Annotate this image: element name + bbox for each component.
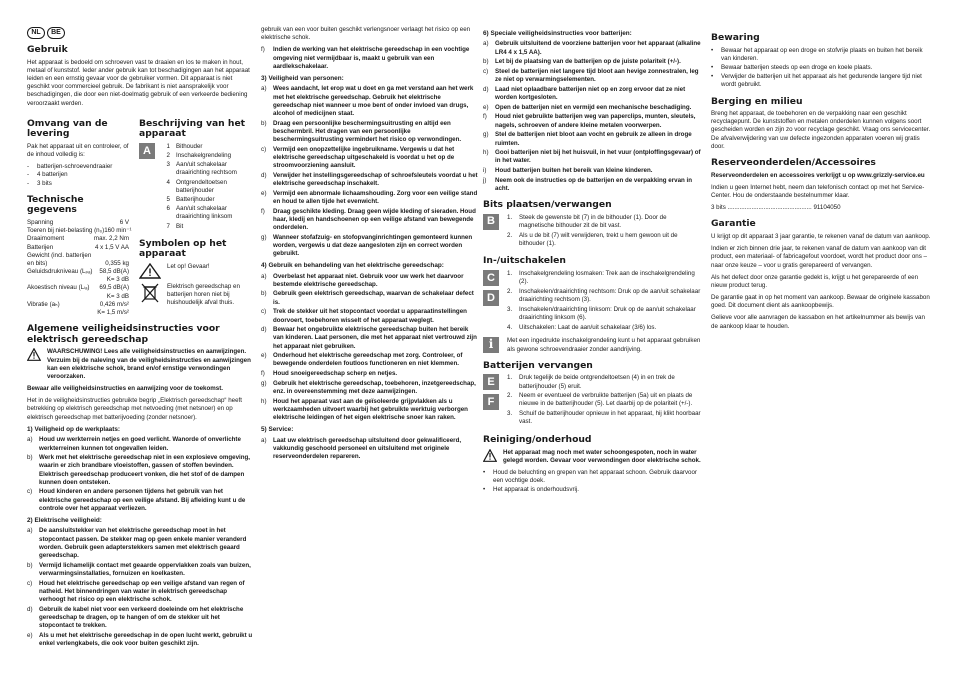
list-key: b) bbox=[27, 454, 33, 462]
heading-symbolen: Symbolen op het apparaat bbox=[139, 237, 227, 260]
column-4 bbox=[711, 26, 933, 335]
list-key: 4. bbox=[507, 323, 513, 331]
column-2 bbox=[261, 26, 478, 463]
list-key: 2. bbox=[507, 392, 513, 400]
spec-value: 69,5 dB(A) bbox=[99, 284, 129, 292]
crossed-bin-icon bbox=[139, 283, 161, 303]
symbol-warning-row bbox=[139, 263, 255, 279]
spec-list bbox=[27, 218, 132, 317]
spec-label: Vibratie (aₕ) bbox=[27, 300, 60, 308]
list-item bbox=[261, 85, 478, 118]
heading-algemene-veiligheid: Algemene veiligheidsinstructies voor elektrisch gereedschap bbox=[27, 323, 220, 345]
list-item bbox=[261, 172, 478, 188]
component-block bbox=[139, 143, 255, 232]
list-item bbox=[483, 86, 701, 102]
list-key: d) bbox=[483, 85, 489, 93]
spec-row bbox=[27, 227, 132, 235]
omvang-item: - 3 bits bbox=[27, 179, 52, 187]
list-item: • Het apparaat is onderhoudsvrij. bbox=[483, 486, 579, 494]
component-label: Batterijhouder bbox=[176, 195, 215, 203]
continuation-text: gebruik van een voor buiten geschikt verlengsnoer verlaagt het risico op een elektrische schok. bbox=[261, 26, 471, 42]
component-item bbox=[163, 143, 255, 151]
list-item bbox=[483, 113, 701, 129]
gebruik-text: Het apparaat is bedoeld om schroeven vast te draaien en los te maken in hout, metaal of kunststof. Ieder ander gebruik kan tot beschadigingen aan het apparaat leiden en een ernstig gevaar voor de gebruiker vormen. Dit apparaat is niet geschikt voor commercieel gebruik. De fabrikant is niet aansprakelijk voor beschadigingen, die door een niet-doelmatig gebruik of een verkeerde bediening veroorzaakt werden. bbox=[27, 58, 250, 107]
figure-d-box: D bbox=[483, 290, 499, 306]
list-item: • Bewaar het apparaat op een droge en stofvrije plaats en buiten het bereik van kinderen. bbox=[711, 46, 923, 62]
list-key: 3. bbox=[507, 305, 513, 313]
list-key: b) bbox=[27, 561, 33, 569]
symbol-bin-text: Elektrisch gereedschap en batterijen horen niet bij huishoudelijk afval thuis. bbox=[167, 282, 240, 307]
spec-label: Geluidsdrukniveau (Lₚₐ) bbox=[27, 268, 93, 276]
list-item bbox=[261, 326, 478, 351]
list-text: Gebruik uitsluitend de voorziene batterijen voor het apparaat (alkaline LR4 4 x 1,5 AA). bbox=[495, 40, 701, 56]
component-number: 6 bbox=[166, 205, 170, 213]
component-number: 3 bbox=[166, 161, 170, 169]
section-6-list bbox=[483, 40, 701, 193]
heading-gebruik: Gebruik bbox=[27, 44, 68, 55]
list-text: Bewaar het ongebruikte elektrische gereedschap buiten het bereik van kinderen. Laat personen, die met het apparaat niet vertrouwd zijn het apparaat niet gebruiken. bbox=[273, 326, 477, 350]
component-item bbox=[163, 223, 255, 231]
list-text: Draag geschikte kleding. Draag geen wijde kleding of sieraden. Houd haar, kledij en handschoenen op een veilige afstand van bewegende onderdelen. bbox=[273, 207, 476, 231]
list-key: b) bbox=[483, 58, 489, 66]
list-item bbox=[261, 120, 478, 145]
heading-reiniging: Reiniging/onderhoud bbox=[483, 433, 592, 445]
garantie-text: Als het defect door onze garantie gedekt is, krijgt u het gerepareerde of een nieuw product terug. bbox=[711, 273, 919, 289]
list-item bbox=[261, 308, 478, 324]
list-item bbox=[507, 374, 701, 390]
batt-list bbox=[507, 374, 701, 428]
spec-row bbox=[27, 260, 129, 268]
list-text: Steel de batterijen niet langere tijd bloot aan hevige zonnestralen, leg ze niet op verwarmingselementen. bbox=[495, 68, 699, 84]
list-item bbox=[27, 580, 255, 605]
list-item bbox=[261, 234, 478, 259]
heading-bewaring: Bewaring bbox=[711, 32, 760, 43]
list-text: Schuif de batterijhouder opnieuw in het apparaat, hij klikt hoorbaar vast. bbox=[519, 410, 701, 426]
garantie-text: De garantie gaat in op het moment van aankoop. Bewaar de originele kassabon goed. Dit document dient als aankoopbewijs. bbox=[711, 294, 930, 310]
list-text: Stel de batterijen niet bloot aan vocht en gebruik ze alleen in droge ruimten. bbox=[495, 131, 692, 147]
list-text: Als u met het elektrische gereedschap in de open lucht werkt, gebruikt u enkel verlengkabels, die ook voor buiten geschikt zijn. bbox=[39, 631, 253, 647]
info-text: Met een ingedrukte inschakelgrendeling kunt u het apparaat gebruiken als gewone schroevendraaier zonder aandrijving. bbox=[507, 337, 701, 353]
section-3-list bbox=[261, 85, 478, 258]
spec-label: Gewicht (incl. batterijen bbox=[27, 251, 92, 259]
spec-value: 58,5 dB(A) bbox=[99, 268, 129, 276]
list-text: Vermijd een onopzettelijke ingebruikname. Vergewis u dat het elektrische gereedschap uitgeschakeld is voordat u het op de stroomvoorziening aansluit. bbox=[273, 145, 455, 170]
list-key: d) bbox=[261, 326, 267, 334]
list-key: b) bbox=[261, 290, 267, 298]
list-key: c) bbox=[483, 68, 489, 76]
heading-reserve: Reserveonderdelen/Accessoires bbox=[711, 157, 876, 169]
list-item bbox=[27, 632, 255, 648]
list-key: a) bbox=[483, 40, 489, 48]
list-key: c) bbox=[261, 308, 267, 316]
figure-e-box: E bbox=[483, 374, 499, 390]
bits-list bbox=[507, 214, 701, 250]
figure-a-box: A bbox=[139, 143, 155, 159]
section-3-title: 3) Veiligheid van personen: bbox=[261, 74, 344, 82]
heading-omvang: Omvang van de levering bbox=[27, 117, 108, 140]
figure-f-box: F bbox=[483, 394, 499, 410]
rein-warning bbox=[483, 449, 701, 465]
heading-batterijen: Batterijen vervangen bbox=[483, 359, 593, 371]
sub-column-right bbox=[139, 112, 255, 318]
list-item: • Verwijder de batterijen uit het apparaat als het gedurende langere tijd niet wordt gebruikt. bbox=[711, 73, 922, 89]
list-text: Als u de bit (7) wilt verwijderen, trekt u hem gewoon uit de bithouder (1). bbox=[519, 231, 678, 247]
list-key: 3. bbox=[507, 410, 513, 418]
section-4-list bbox=[261, 273, 478, 423]
info-icon: i bbox=[483, 337, 499, 353]
omvang-item: - 4 batterijen bbox=[27, 171, 68, 179]
list-key: f) bbox=[261, 370, 265, 378]
reserve-line: 3 bits ................................................. 91104050 bbox=[711, 204, 841, 212]
list-text: Werk met het elektrische gereedschap niet in een explosieve omgeving, waarin er zich brandbare vloeistoffen, gassen of stoffen bevinden. Elektrisch gereedschap produceert vonken, die het stof of de dampen kunnen doen ontsteken. bbox=[39, 454, 251, 486]
list-item bbox=[507, 214, 701, 230]
warning-triangle-icon bbox=[27, 348, 41, 361]
list-item bbox=[27, 488, 255, 513]
heading-garantie: Garantie bbox=[711, 218, 756, 230]
bewaar-text: Bewaar alle veiligheidsinstructies en aanwijzing voor de toekomst. bbox=[27, 385, 223, 393]
list-text: Vermijd lichamelijk contact met geaarde oppervlakken zoals van buizen, verwarmingsinstallaties, fornuizen en koelkasten. bbox=[39, 561, 251, 577]
list-item: • Houd de beluchting en grepen van het apparaat schoon. Gebruik daarvoor een vochtige doek. bbox=[483, 468, 697, 485]
spec-value: K= 3 dB bbox=[106, 292, 129, 300]
list-text: Wanneer stofafzuig- en stofopvanginrichtingen gemonteerd kunnen worden, vergewis u dat deze aangesloten zijn en correct worden gebruikt. bbox=[273, 233, 473, 257]
list-item bbox=[483, 68, 701, 84]
spec-row bbox=[27, 268, 129, 276]
list-text: Let bij de plaatsing van de batterijen op de juiste polariteit (+/-). bbox=[495, 58, 681, 66]
list-text: Houd het elektrische gereedschap op een veilige afstand van regen of natheid. Het binnendringen van water in elektrisch gereedschap verhoogt het risico op een elektrische schok. bbox=[39, 579, 245, 603]
list-key: h) bbox=[483, 149, 489, 157]
list-key: c) bbox=[27, 488, 33, 496]
list-item bbox=[261, 370, 478, 378]
list-key: a) bbox=[261, 436, 267, 444]
component-label: Inschakelgrendeling bbox=[176, 152, 232, 160]
list-item bbox=[507, 410, 701, 426]
spec-row bbox=[27, 301, 129, 309]
heading-berging: Berging en milieu bbox=[711, 95, 803, 107]
list-item: f) Indien de werking van het elektrische gereedschap in een vochtige omgeving niet vermijdbaar is, maakt u gebruik van een aardlekschakelaar. bbox=[261, 46, 470, 70]
warning-triangle-icon bbox=[483, 449, 497, 462]
warning-text: WAARSCHUWING! Lees alle veiligheidsinstructies en aanwijzingen. Verzuim bij de naleving van de veiligheidsinstructies en aanwijzingen kan een elektrische schok, brand en/of ernstige verwondingen veroorzaken. bbox=[47, 348, 251, 380]
list-key: 1. bbox=[507, 270, 513, 278]
garantie-text: U krijgt op dit apparaat 3 jaar garantie, te rekenen vanaf de datum van aankoop. bbox=[711, 232, 931, 240]
list-text: Houd uw werkterrein netjes en goed verlicht. Wanorde of onverlichte werkterreinen kunnen tot ongevallen leiden. bbox=[39, 436, 241, 452]
list-key: d) bbox=[261, 171, 267, 179]
spec-label: Akoestisch niveau (Lₗₐ) bbox=[27, 284, 90, 292]
list-text: Gebruik de kabel niet voor een verkeerd doeleinde om het elektrische gereedschap te dragen, op te hangen of om de stekker uit het stopcontact te trekken. bbox=[39, 605, 244, 630]
batt-block bbox=[483, 374, 701, 428]
spec-value: max. 2,2 Nm bbox=[93, 235, 129, 243]
rein-warning-text: Het apparaat mag noch met water schoongespoten, noch in water gelegd worden. Gevaar voor verwondingen door elektrische schok. bbox=[503, 448, 701, 464]
list-text: Neem er eventueel de verbruikte batterijen (5a) uit en plaats de nieuwe in de batterijhouder (5). Let daarbij op de polariteit (+/-). bbox=[519, 392, 693, 408]
list-key: 1. bbox=[507, 374, 513, 382]
list-item bbox=[261, 290, 478, 306]
list-text: Wees aandacht, let erop wat u doet en ga met verstand aan het werk met het elektrische gereedschap. Gebruik het elektrische gereedschap niet wanneer u moe bent of onder invloed van drugs, alcohol of medicijnen staat. bbox=[273, 85, 474, 117]
component-item bbox=[163, 179, 255, 195]
spec-value: 6 V bbox=[119, 218, 129, 226]
reserve-text: Indien u geen Internet hebt, neem dan telefonisch contact op met het Service-Center. Hou de onderstaande bestelnummer klaar. bbox=[711, 183, 925, 199]
list-item bbox=[27, 436, 255, 452]
component-label: Aan/uit schakelaar draairichting linksom bbox=[176, 205, 233, 221]
list-text: Inschakelen/draairichting linksom: Druk op de aan/uit schakelaar draairichting linksom (6). bbox=[519, 305, 696, 321]
list-key: d) bbox=[27, 605, 33, 613]
two-sub-columns bbox=[27, 112, 255, 318]
list-key: a) bbox=[261, 85, 267, 93]
spec-row bbox=[27, 252, 129, 260]
list-text: Steek de gewenste bit (7) in de bithouder (1). Door de magnetische bithouder zit de bit vast. bbox=[519, 213, 667, 229]
spec-row bbox=[27, 309, 129, 317]
list-key: e) bbox=[261, 352, 267, 360]
list-text: Druk tegelijk de beide ontgrendeltoetsen (4) in en trek de batterijhouder (5) eruit. bbox=[519, 374, 675, 390]
list-item bbox=[507, 392, 701, 408]
list-item bbox=[507, 270, 701, 286]
list-key: f) bbox=[483, 113, 487, 121]
list-text: Houd kinderen en andere personen tijdens het gebruik van het elektrische gereedschap op een veilige afstand. Bij afleiding kunt u de controle over het apparaat verliezen. bbox=[39, 488, 246, 512]
spec-row bbox=[27, 244, 129, 252]
list-item bbox=[483, 131, 701, 147]
list-key: g) bbox=[483, 131, 489, 139]
spec-label: Draaimoment bbox=[27, 235, 65, 243]
spec-value: 0,426 m/s² bbox=[99, 300, 129, 308]
list-item bbox=[261, 146, 478, 171]
badge-be: BE bbox=[47, 27, 65, 39]
figure-b-box: B bbox=[483, 214, 499, 230]
section-6-title: 6) Speciale veiligheidsinstructies voor batterijen: bbox=[483, 30, 632, 37]
list-item bbox=[507, 306, 701, 322]
list-key: h) bbox=[261, 397, 267, 405]
component-item bbox=[163, 196, 255, 204]
list-text: Inschakelen/draairichting rechtsom: Druk op de aan/uit schakelaar draairichting rechtsom (3). bbox=[519, 287, 701, 304]
component-number: 4 bbox=[166, 178, 170, 186]
list-item bbox=[483, 40, 701, 56]
list-text: Uitschakelen: Laat de aan/uit schakelaar (3/6) los. bbox=[519, 323, 657, 331]
component-label: Ontgrendeltoetsen batterijhouder bbox=[176, 178, 227, 194]
list-text: De aansluitstekker van het elektrische gereedschap moet in het stopcontact passen. De stekker mag op geen enkele manier veranderd worden. Gebruik geen adapterstekkers samen met elektrisch geaard gereedschap. bbox=[39, 527, 247, 560]
sub-column-left bbox=[27, 112, 132, 318]
reserve-bold: Reserveonderdelen en accessoires verkrijgt u op www.grizzly-service.eu bbox=[711, 171, 925, 179]
list-item bbox=[261, 273, 478, 289]
section-4-title: 4) Gebruik en behandeling van het elektrische gereedschap: bbox=[261, 262, 444, 270]
list-item bbox=[27, 527, 255, 560]
spec-value: K= 3 dB bbox=[106, 276, 129, 284]
column-3 bbox=[483, 26, 701, 495]
component-label: Aan/uit schakelaar draairichting rechtsom bbox=[176, 161, 237, 177]
list-item bbox=[483, 167, 701, 175]
garantie-text: Gelieve voor alle aanvragen de kassabon en het artikelnummer als bewijs van de aankoop klaar te houden. bbox=[711, 314, 925, 330]
section-2-title: 2) Elektrische veiligheid: bbox=[27, 517, 102, 524]
list-text: Gooi batterijen niet bij het huisvuil, in het vuur (ontploffingsgevaar) of in het water. bbox=[495, 149, 701, 165]
list-text: Open de batterijen niet en vermijd een mechanische beschadiging. bbox=[495, 103, 692, 111]
component-item bbox=[163, 152, 255, 160]
list-key: g) bbox=[261, 379, 267, 387]
list-text: Onderhoud het elektrische gereedschap met zorg. Controleer, of bewegende onderdelen foutloos functioneren en niet klemmen. bbox=[273, 352, 463, 368]
list-item bbox=[27, 606, 255, 631]
list-key: e) bbox=[483, 103, 489, 111]
list-text: Houd het apparaat vast aan de geïsoleerde grijpvlakken als u werkzaamheden uitvoert waarbij het gebruikte werktuig verborgen elektrische leidingen of het eigen elektrische snoer kan raken. bbox=[273, 397, 468, 422]
list-text: Inschakelgrendeling losmaken: Trek aan de inschakelgrendeling (2). bbox=[519, 270, 695, 286]
list-text: Laat uw elektrisch gereedschap uitsluitend door gekwalificeerd, vakkundig geschoold personeel en uitsluitend met originele reserveonderdelen repareren. bbox=[273, 436, 462, 461]
section-5-title: 5) Service: bbox=[261, 426, 294, 434]
list-key: i) bbox=[483, 167, 487, 175]
spec-label: Toeren bij niet-belasting (n₀) bbox=[27, 227, 105, 235]
omvang-intro: Pak het apparaat uit en controleer, of de inhoud volledig is: bbox=[27, 142, 129, 159]
list-item bbox=[261, 352, 478, 368]
list-key: g) bbox=[261, 233, 267, 241]
symbol-warning-text: Let op! Gevaar! bbox=[167, 262, 210, 270]
list-key: c) bbox=[261, 145, 267, 153]
component-number: 1 bbox=[166, 142, 170, 150]
list-text: Vermijd een abnormale lichaamshouding. Zorg voor een veilige stand en houd te allen tijde het evenwicht. bbox=[273, 189, 478, 205]
component-number: 2 bbox=[166, 152, 170, 160]
list-item bbox=[483, 58, 701, 66]
list-text: Trek de stekker uit het stopcontact voordat u apparaatinstellingen doorvoert, toebehoren wisselt of het apparaat weglegt. bbox=[273, 308, 467, 324]
list-item bbox=[261, 190, 478, 206]
list-item bbox=[507, 288, 701, 304]
spec-value: 4 x 1,5 V AA bbox=[94, 243, 129, 251]
figure-c-box: C bbox=[483, 270, 499, 286]
list-item bbox=[261, 398, 478, 423]
heading-technische-gegevens: Technische gegevens bbox=[27, 193, 84, 216]
list-text: Gebruik het elektrische gereedschap, toebehoren, inzetgereedschap, enz. in overeenstemming met deze aanwijzingen. bbox=[273, 379, 476, 396]
list-key: a) bbox=[27, 527, 33, 535]
intro-text: Het in de veiligheidsinstructies gebruikte begrip „Elektrisch gereedschap“ heeft betrekking op elektrisch gereedschap met netvoeding (met netsnoer) en op elektrisch gereedschap met batterijvoeding (zonder netsnoer). bbox=[27, 397, 242, 421]
spec-row bbox=[27, 235, 129, 243]
component-list bbox=[163, 143, 255, 232]
list-item bbox=[27, 454, 255, 487]
list-text: Houd niet gebruikte batterijen weg van paperclips, munten, sleutels, nagels, schroeven of andere kleine metalen voorwerpen. bbox=[495, 113, 696, 129]
list-key: 2. bbox=[507, 287, 513, 295]
list-text: Houd batterijen buiten het bereik van kleine kinderen. bbox=[495, 167, 653, 175]
info-block bbox=[483, 337, 701, 353]
heading-beschrijving: Beschrijving van het apparaat bbox=[139, 117, 246, 140]
general-warning bbox=[27, 348, 255, 381]
list-key: 2. bbox=[507, 231, 513, 239]
component-label: Bithouder bbox=[176, 142, 203, 150]
list-text: Verwijder het instellingsgereedschap of schroefsleutels voordat u het elektrische gereedschap inschakelt. bbox=[273, 171, 478, 187]
heading-bits: Bits plaatsen/verwangen bbox=[483, 199, 612, 211]
spec-row bbox=[27, 276, 129, 284]
list-text: Neem ook de instructies op de batterijen en de verpakking ervan in acht. bbox=[495, 176, 693, 192]
list-key: f) bbox=[261, 207, 265, 215]
list-key: e) bbox=[27, 631, 33, 639]
list-key: a) bbox=[261, 272, 267, 280]
component-number: 7 bbox=[166, 222, 170, 230]
badge-nl: NL bbox=[27, 27, 45, 39]
list-key: b) bbox=[261, 119, 267, 127]
garantie-text: Indien er zich binnen drie jaar, te rekenen vanaf de datum van aankoop van dit product, een materiaal- of fabricagefout voordoet, wordt het product door ons – naar onze keuze – voor u gratis gerepareerd of vervangen. bbox=[711, 245, 928, 269]
list-text: Houd snoeigereedschap scherp en netjes. bbox=[273, 370, 398, 378]
list-text: Laad niet oplaadbare batterijen niet op en zorg ervoor dat ze niet worden kortgesloten. bbox=[495, 85, 686, 102]
spec-row bbox=[27, 284, 129, 292]
spec-label: Batterijen bbox=[27, 243, 54, 251]
list-text: Gebruik geen elektrisch gereedschap, waarvan de schakelaar defect is. bbox=[273, 290, 474, 306]
section-5-list bbox=[261, 437, 478, 462]
section-1-list bbox=[27, 436, 255, 513]
list-item bbox=[507, 232, 701, 248]
figure-boxes bbox=[483, 270, 499, 333]
list-item bbox=[507, 324, 701, 332]
list-item: • Bewaar batterijen steeds op een droge en koele plaats. bbox=[711, 63, 873, 71]
spec-value: 0,355 kg bbox=[105, 259, 129, 267]
milieu-text: Breng het apparaat, de toebehoren en de verpakking naar een geschikt recyclagepunt. De kunststoffen en metalen onderdelen kunnen volgens soort gescheiden worden en zijn zo voor recyclage geschikt. Vraag ons servicecenter. De afvalverwijdering van uw defecte ingezonden apparaten voeren wij gratis door. bbox=[711, 110, 931, 150]
spec-row bbox=[27, 219, 129, 227]
bits-block bbox=[483, 214, 701, 250]
list-key: c) bbox=[27, 579, 33, 587]
list-item bbox=[483, 104, 701, 112]
spec-value: K= 1,5 m/s² bbox=[97, 309, 129, 317]
spec-value: 160 min⁻¹ bbox=[104, 227, 132, 235]
list-text: Overbelast het apparaat niet. Gebruik voor uw werk het daarvoor bestemde elektrische gereedschap. bbox=[273, 272, 464, 288]
list-item bbox=[27, 562, 255, 578]
spec-row bbox=[27, 293, 129, 301]
list-text: Draag een persoonlijke beschermingsuitrusting en altijd een beschermbril. Het dragen van een persoonlijke beschermingsuitrusting vermindert het risico op verwondingen. bbox=[273, 119, 462, 144]
inuit-list bbox=[507, 270, 701, 333]
component-item bbox=[163, 205, 255, 221]
symbol-bin-row bbox=[139, 283, 255, 308]
section-1-title: 1) Veiligheid op de werkplaats: bbox=[27, 425, 121, 433]
list-item bbox=[261, 208, 478, 233]
component-label: Bit bbox=[176, 222, 184, 230]
list-key: a) bbox=[27, 436, 33, 444]
list-key: e) bbox=[261, 189, 267, 197]
figure-boxes bbox=[483, 374, 499, 428]
component-number: 5 bbox=[166, 195, 170, 203]
list-key: 1. bbox=[507, 213, 513, 221]
list-item bbox=[261, 437, 478, 462]
list-item bbox=[483, 149, 701, 165]
spec-label: en bits) bbox=[27, 259, 48, 267]
heading-in-uitschakelen: In-/uitschakelen bbox=[483, 255, 566, 267]
component-item bbox=[163, 161, 255, 177]
list-item bbox=[261, 380, 478, 396]
inuit-block bbox=[483, 270, 701, 333]
omvang-item: - batterijen-schroevendraaier bbox=[27, 163, 113, 171]
section-2-list bbox=[27, 527, 255, 648]
spec-label: Spanning bbox=[27, 218, 54, 226]
list-item bbox=[483, 177, 701, 193]
column-1 bbox=[27, 38, 255, 650]
warning-triangle-icon bbox=[139, 263, 161, 279]
list-key: j) bbox=[483, 176, 487, 184]
